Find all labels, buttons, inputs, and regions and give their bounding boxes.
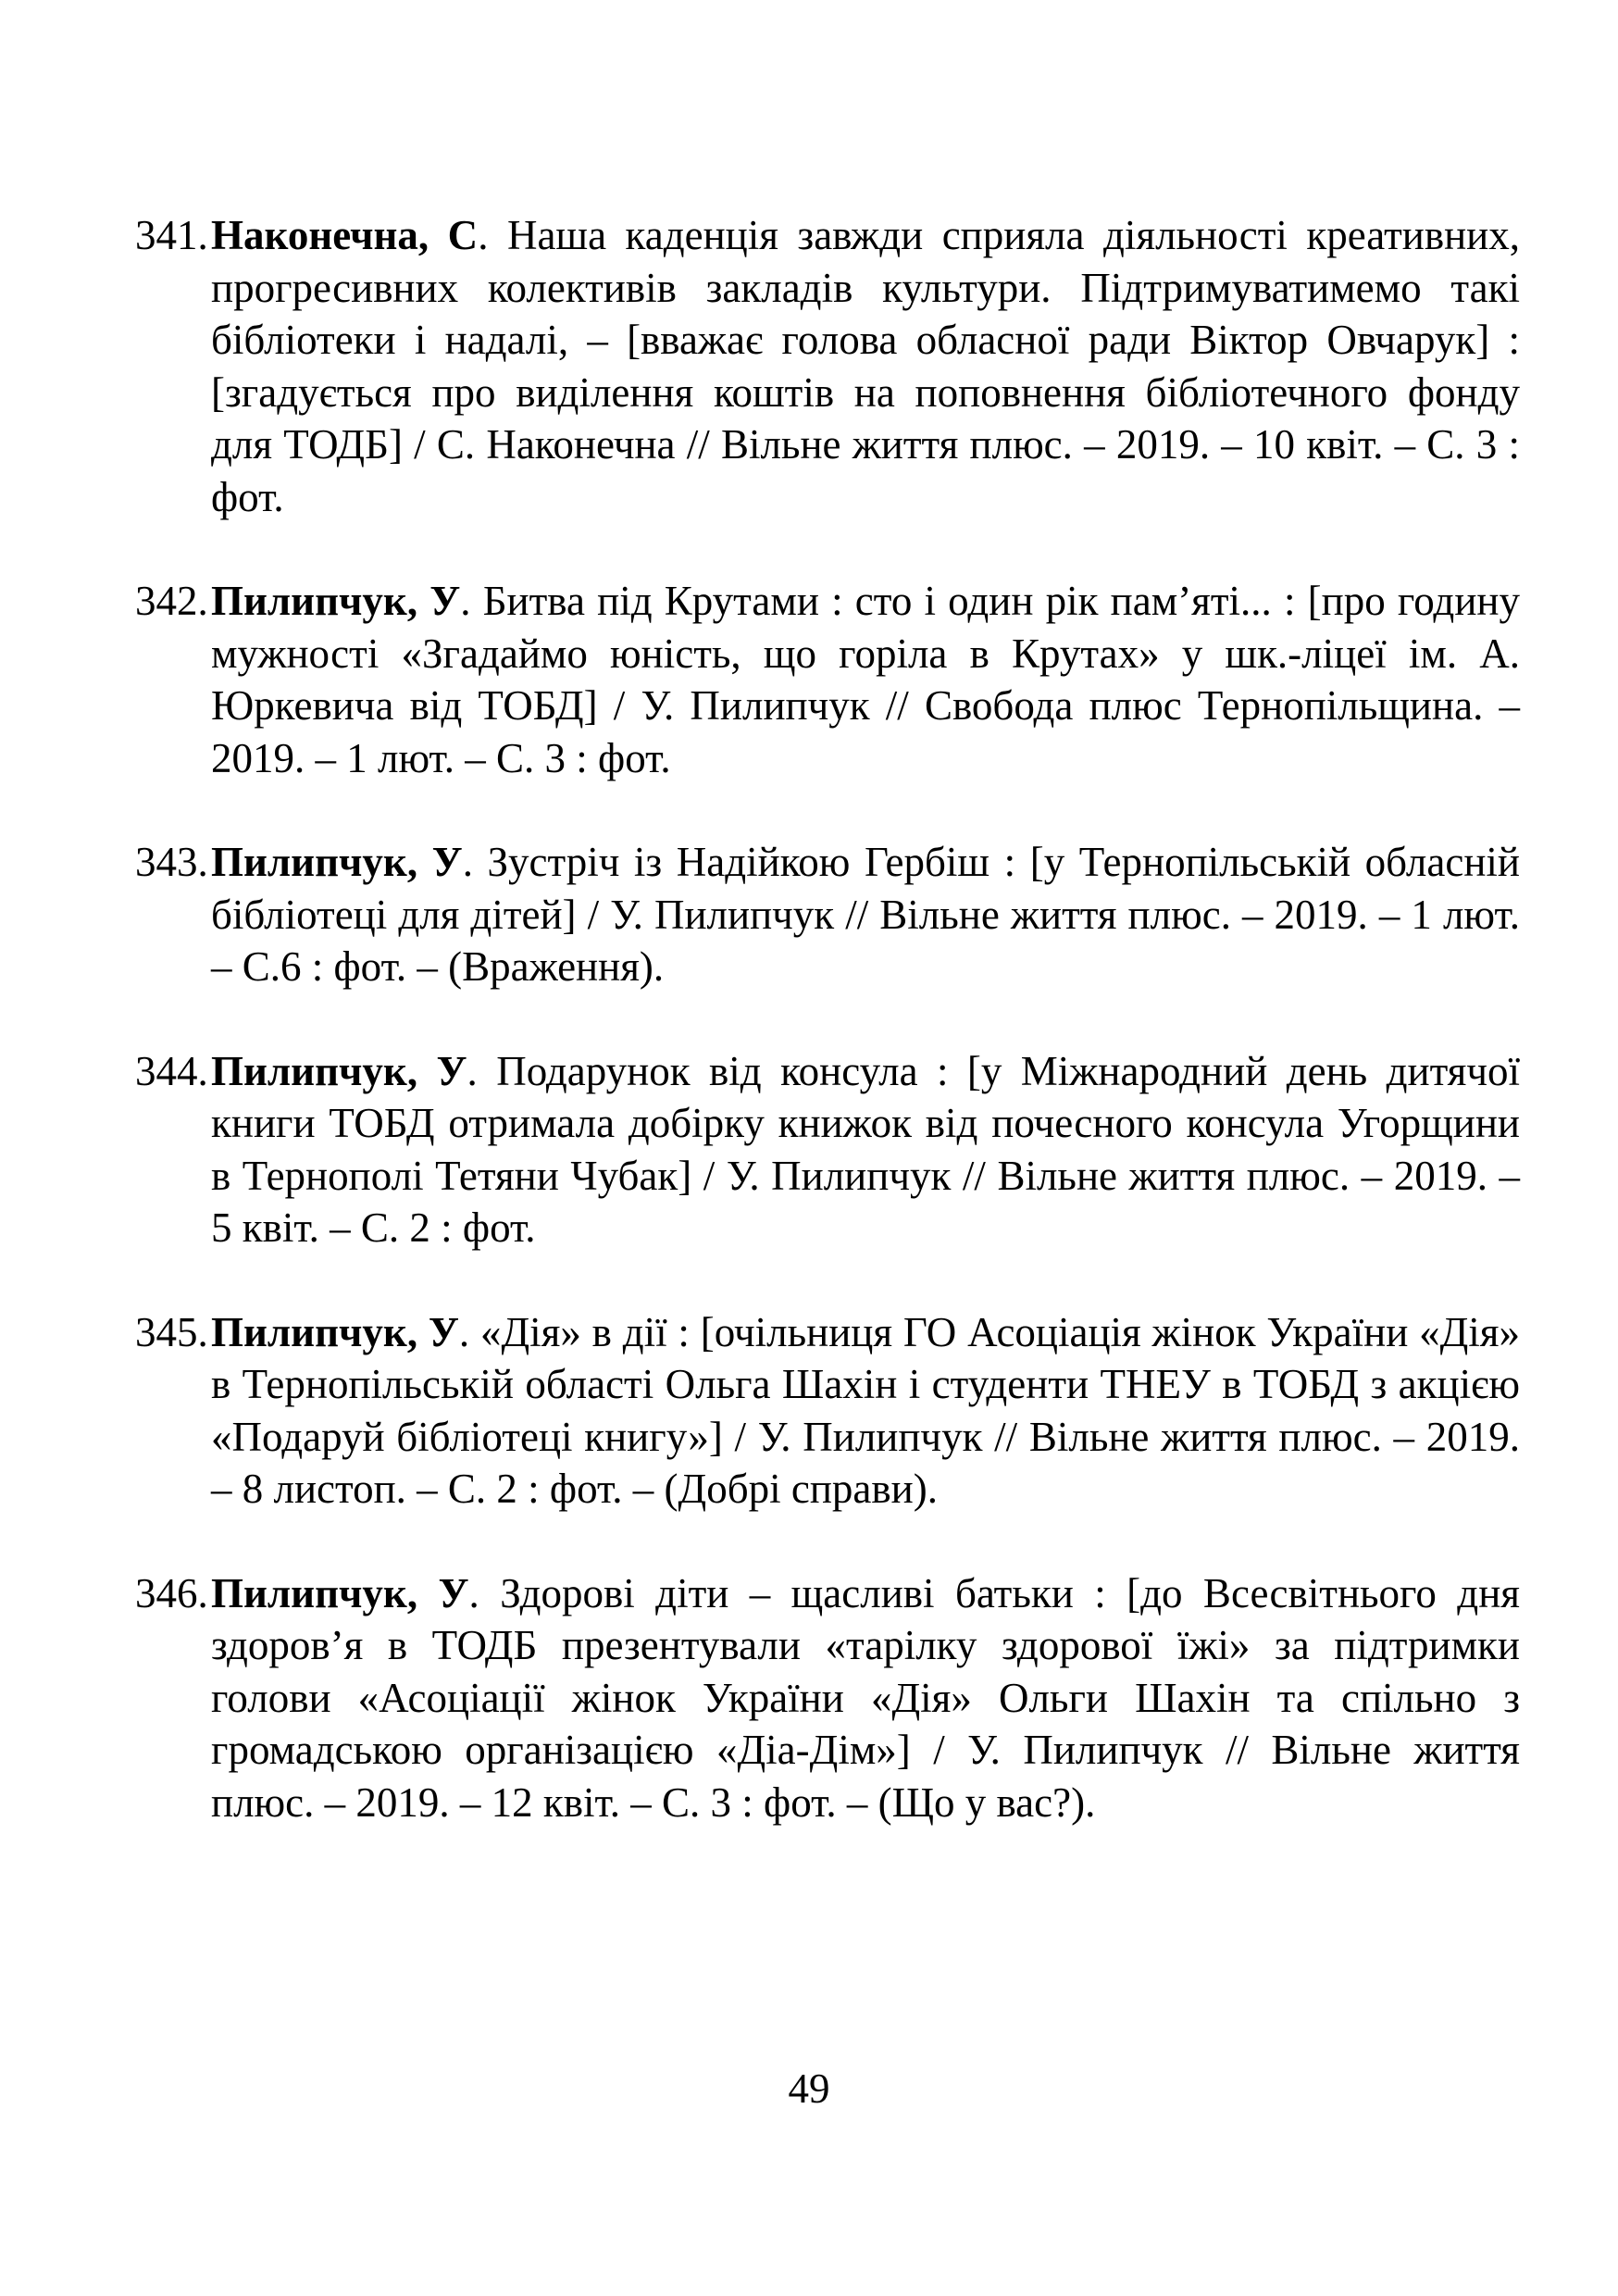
entry-text: . Здорові діти – щасливі батьки : [до Всесвітнього дня здоров’я в ТОДБ презентували «тарілку здорової їжі» за підтримки голови «Асоціації жінок України «Дія» Ольги Шахін та спільно з громадською організацією «Діа-Дім»] / У. Пилипчук // Вільне життя плюс. – 2019. – 12 квіт. – С. 3 : фот. – (Що у вас?). bbox=[211, 1569, 1520, 1826]
entry-number: 345. bbox=[135, 1308, 208, 1355]
entry-text: . Битва під Крутами : сто і один рік пам’яті... : [про годину мужності «Згадаймо юність, що горіла в Крутах» у шк.-ліцеї ім. А. Юркевича від ТОБД] / У. Пилипчук // Свобода плюс Тернопільщина. – 2019. – 1 лют. – С. 3 : фот. bbox=[211, 578, 1520, 781]
entry-number: 346. bbox=[135, 1569, 208, 1616]
page-number: 49 bbox=[788, 2065, 830, 2112]
entry-text: . Подарунок від консула : [у Міжнародний день дитячої книги ТОБД отримала добірку книжок від почесного консула Угорщини в Тернополі Тетяни Чубак] / У. Пилипчук // Вільне життя плюс. – 2019. – 5 квіт. – С. 2 : фот. bbox=[211, 1047, 1520, 1251]
entry-number: 342. bbox=[135, 578, 208, 624]
bibliography-entry bbox=[135, 575, 1520, 784]
entry-number: 344. bbox=[135, 1047, 208, 1094]
bibliography-entry bbox=[135, 836, 1520, 993]
bibliography-entry bbox=[135, 209, 1520, 523]
entry-text: . «Дія» в дії : [очільниця ГО Асоціація жінок України «Дія» в Тернопільській області Ольга Шахін і студенти ТНЕУ в ТОБД з акцією «Подаруй бібліотеці книгу»] / У. Пилипчук // Вільне життя плюс. – 2019. – 8 листоп. – С. 2 : фот. – (Добрі справи). bbox=[211, 1308, 1520, 1512]
entry-text: . Зустріч із Надійкою Гербіш : [у Тернопільській обласній бібліотеці для дітей] / У. Пилипчук // Вільне життя плюс. – 2019. – 1 лют. – С.6 : фот. – (Враження). bbox=[211, 839, 1520, 990]
entry-author: Пилипчук, У bbox=[211, 1047, 467, 1094]
entry-author: Наконечна, С bbox=[211, 212, 479, 258]
entry-author: Пилипчук, У bbox=[211, 578, 461, 624]
entry-author: Пилипчук, У bbox=[211, 1569, 469, 1616]
entry-author: Пилипчук, У bbox=[211, 839, 463, 885]
entry-author: Пилипчук, У bbox=[211, 1308, 459, 1355]
bibliography-list bbox=[135, 209, 1520, 1880]
entry-number: 343. bbox=[135, 839, 208, 885]
entry-number: 341. bbox=[135, 212, 208, 258]
bibliography-entry bbox=[135, 1045, 1520, 1254]
bibliography-entry bbox=[135, 1567, 1520, 1829]
entry-text: . Наша каденція завжди сприяла діяльності креативних, прогресивних колективів закладів культури. Підтримуватимемо такі бібліотеки і надалі, – [вважає голова обласної ради Віктор Овчарук] : [згадується про виділення коштів на поповнення бібліотечного фонду для ТОДБ] / С. Наконечна // Вільне життя плюс. – 2019. – 10 квіт. – С. 3 : фот. bbox=[211, 212, 1521, 520]
bibliography-entry bbox=[135, 1306, 1520, 1516]
